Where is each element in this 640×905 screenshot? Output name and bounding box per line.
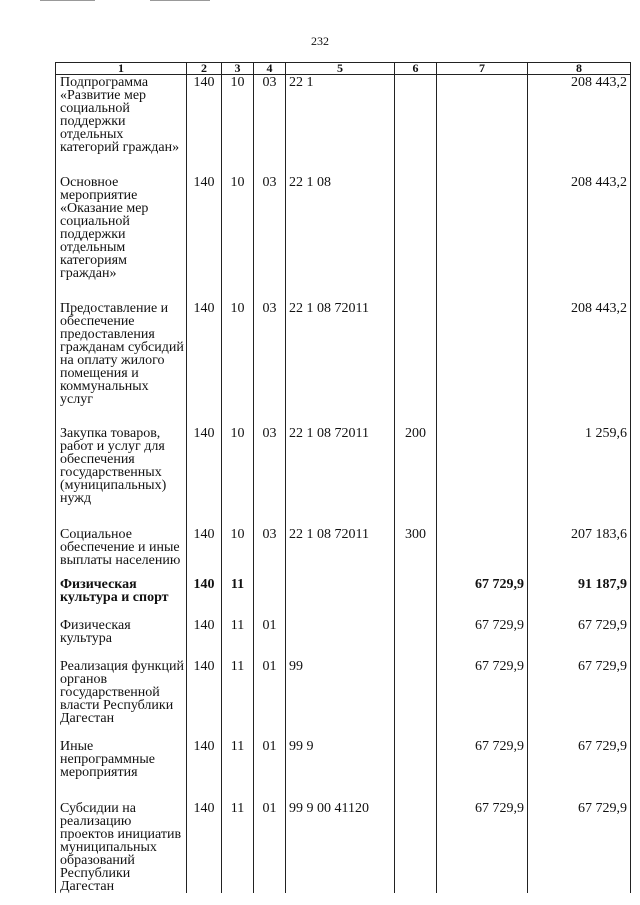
target-article-code [286,618,395,659]
amount-col7 [437,301,528,426]
column-header: 2 [187,63,222,75]
subsection-code: 11 [222,801,254,893]
column-header: 7 [437,63,528,75]
table-row [56,301,631,426]
subsection-code: 10 [222,301,254,426]
subgroup-code: 01 [254,739,286,801]
amount-col8: 67 729,9 [528,801,631,893]
amount-col8: 1 259,6 [528,426,631,527]
section-code: 140 [187,618,222,659]
section-code: 140 [187,75,222,176]
expense-type-code [395,175,437,301]
subgroup-code: 03 [254,301,286,426]
amount-col8: 208 443,2 [528,75,631,176]
section-code: 140 [187,739,222,801]
target-article-code: 22 1 08 [286,175,395,301]
amount-col8: 67 729,9 [528,659,631,739]
table-row [56,527,631,577]
expense-type-code: 200 [395,426,437,527]
column-header: 6 [395,63,437,75]
amount-col7: 67 729,9 [437,801,528,893]
table-row [56,801,631,893]
budget-table [55,62,631,893]
expense-type-code [395,577,437,618]
section-code: 140 [187,527,222,577]
table-row [56,618,631,659]
amount-col8: 208 443,2 [528,301,631,426]
table-row [56,577,631,618]
column-header: 5 [286,63,395,75]
subsection-code: 10 [222,527,254,577]
target-article-code: 22 1 08 72011 [286,426,395,527]
subsection-code: 10 [222,426,254,527]
section-code: 140 [187,175,222,301]
subsection-code: 11 [222,659,254,739]
row-name: Основное мероприятие «Оказание мер социальной поддержки отдельным категориям граждан» [56,175,187,301]
subgroup-code: 01 [254,659,286,739]
amount-col7 [437,426,528,527]
subsection-code: 10 [222,175,254,301]
amount-col8: 67 729,9 [528,739,631,801]
section-code: 140 [187,801,222,893]
subsection-code: 11 [222,618,254,659]
table-row [56,739,631,801]
table-row [56,659,631,739]
subgroup-code: 01 [254,618,286,659]
expense-type-code [395,801,437,893]
subgroup-code: 01 [254,801,286,893]
column-header: 3 [222,63,254,75]
expense-type-code: 300 [395,527,437,577]
header-row [56,63,631,75]
target-article-code: 99 9 00 41120 [286,801,395,893]
subgroup-code [254,577,286,618]
subsection-code: 11 [222,577,254,618]
amount-col7 [437,175,528,301]
scan-top-line [150,0,210,1]
subgroup-code: 03 [254,527,286,577]
amount-col8: 91 187,9 [528,577,631,618]
column-header: 8 [528,63,631,75]
subsection-code: 10 [222,75,254,176]
amount-col7: 67 729,9 [437,618,528,659]
section-code: 140 [187,426,222,527]
expense-type-code [395,659,437,739]
target-article-code [286,577,395,618]
subgroup-code: 03 [254,175,286,301]
expense-type-code [395,739,437,801]
expense-type-code [395,75,437,176]
row-name: Предоставление и обеспечение предоставления гражданам субсидий на оплату жилого помещения и коммунальных услуг [56,301,187,426]
amount-col7 [437,527,528,577]
expense-type-code [395,301,437,426]
section-code: 140 [187,301,222,426]
page-number: 232 [311,34,329,48]
row-name: Физическая культура и спорт [56,577,187,618]
row-name: Субсидии на реализацию проектов инициатив муниципальных образований Республики Дагестан [56,801,187,893]
amount-col8: 208 443,2 [528,175,631,301]
amount-col8: 67 729,9 [528,618,631,659]
column-header: 4 [254,63,286,75]
table-row [56,75,631,176]
target-article-code: 99 [286,659,395,739]
table-row [56,175,631,301]
table-row [56,426,631,527]
row-name: Реализация функций органов государственной власти Республики Дагестан [56,659,187,739]
subgroup-code: 03 [254,75,286,176]
target-article-code: 22 1 08 72011 [286,301,395,426]
target-article-code: 22 1 [286,75,395,176]
scan-top-line [40,0,95,1]
section-code: 140 [187,577,222,618]
row-name: Иные непрограммные мероприятия [56,739,187,801]
row-name: Закупка товаров, работ и услуг для обеспечения государственных (муниципальных) нужд [56,426,187,527]
amount-col7 [437,75,528,176]
amount-col7: 67 729,9 [437,577,528,618]
amount-col8: 207 183,6 [528,527,631,577]
target-article-code: 22 1 08 72011 [286,527,395,577]
section-code: 140 [187,659,222,739]
amount-col7: 67 729,9 [437,659,528,739]
row-name: Подпрограмма «Развитие мер социальной поддержки отдельных категорий граждан» [56,75,187,176]
column-header: 1 [56,63,187,75]
expense-type-code [395,618,437,659]
row-name: Социальное обеспечение и иные выплаты населению [56,527,187,577]
row-name: Физическая культура [56,618,187,659]
target-article-code: 99 9 [286,739,395,801]
subgroup-code: 03 [254,426,286,527]
subsection-code: 11 [222,739,254,801]
amount-col7: 67 729,9 [437,739,528,801]
